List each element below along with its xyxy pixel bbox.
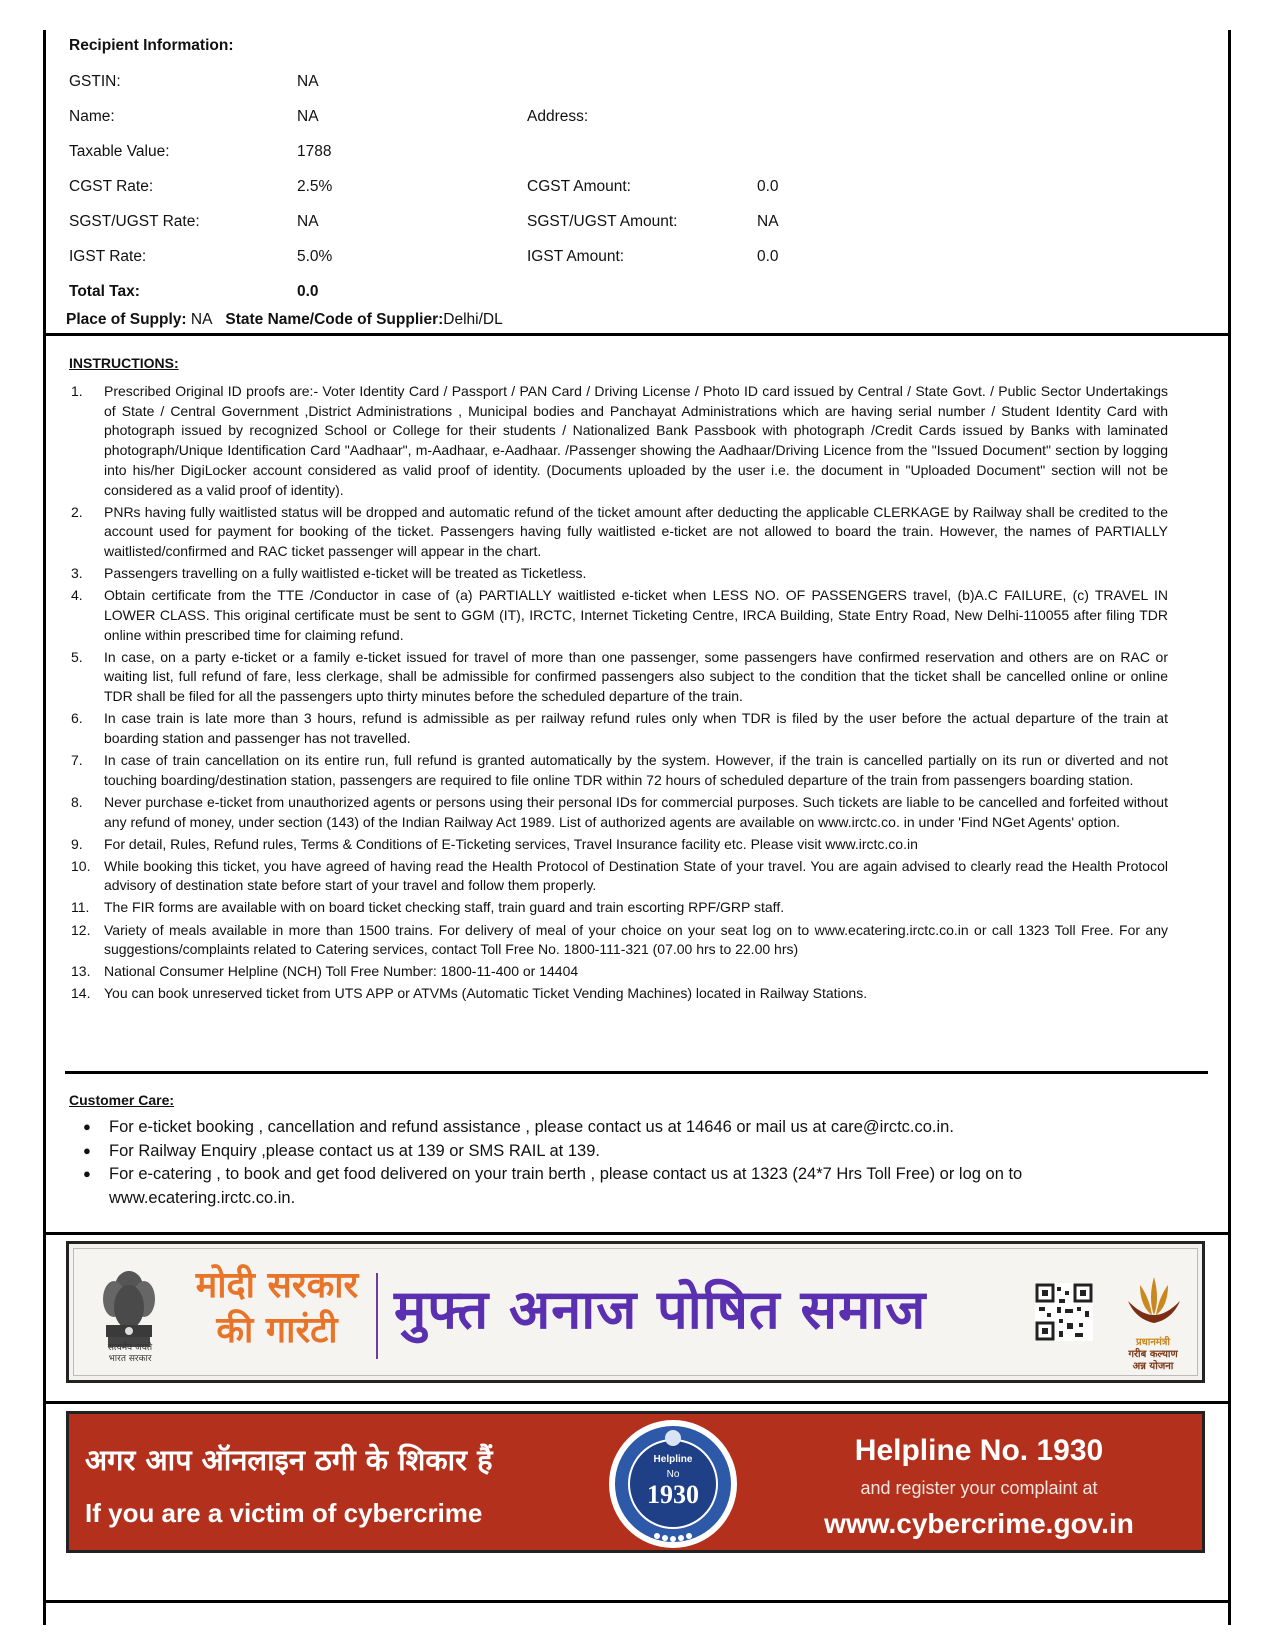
scheme-line2: गरीब कल्याण xyxy=(1128,1349,1178,1360)
recipient-title: Recipient Information: xyxy=(69,37,234,54)
cybercrime-english-text: If you are a victim of cybercrime xyxy=(85,1498,483,1528)
instruction-text: While booking this ticket, you have agreed of having read the Health Protocol of Destination State of your travel. You are again advised to clearly read the Health Protocol advisory of destination state before start of your travel and follow them properly. xyxy=(104,857,1168,894)
tagline-line1: मोदी सरकार xyxy=(195,1265,359,1306)
customer-care-item: ● For e-ticket booking , cancellation and refund assistance , please contact us at 14646 or mail us at care@irctc.co.in. xyxy=(82,1116,1142,1140)
instruction-item xyxy=(68,709,1168,748)
instruction-item xyxy=(68,898,1168,918)
igst-rate-label: IGST Rate: xyxy=(69,248,147,265)
instruction-text: For detail, Rules, Refund rules, Terms & Conditions of E-Ticketing services, Travel Insurance facility etc. Please visit www.irctc.co.in xyxy=(104,835,918,852)
emblem-caption-line1: सत्यमेव जयते xyxy=(107,1343,153,1353)
instructions-list xyxy=(68,382,1168,1007)
igst-row xyxy=(69,248,829,270)
instruction-item xyxy=(68,751,1168,790)
taxable-row xyxy=(69,143,829,165)
divider-after-recipient xyxy=(46,333,1230,336)
instruction-number: 6. xyxy=(71,710,83,727)
instruction-number: 10. xyxy=(71,857,91,874)
cgst-rate-value: 2.5% xyxy=(297,178,333,195)
instruction-number: 9. xyxy=(71,835,83,852)
instruction-text: Obtain certificate from the TTE /Conductor in case of (a) PARTIALLY waitlisted e-ticket when LESS NO. OF PASSENGERS travel, (b)A.C FAILURE, (c) TRAVEL IN LOWER CLASS. This original certificate must be sent to GGM (IT), IRCTC, Internet Ticketing Centre, IRCA Building, State Entry Road, New Delhi-110055 after filing TDR online within prescribed time for claiming refund. xyxy=(104,587,1168,643)
cgst-amount-value: 0.0 xyxy=(757,178,779,195)
instruction-text: Passengers travelling on a fully waitlisted e-ticket will be treated as Ticketless. xyxy=(104,565,587,582)
instruction-item xyxy=(68,921,1168,960)
total-tax-label: Total Tax: xyxy=(69,283,140,300)
sgst-amount-label: SGST/UGST Amount: xyxy=(527,213,678,230)
instruction-number: 7. xyxy=(71,752,83,768)
seal-helpline-text: Helpline xyxy=(653,1454,693,1465)
cybercrime-website-link[interactable]: www.cybercrime.gov.in xyxy=(824,1508,1134,1539)
customer-care-item: ● For Railway Enquiry ,please contact us at 139 or SMS RAIL at 139. xyxy=(82,1140,1142,1164)
instruction-number: 8. xyxy=(71,793,83,810)
instruction-item xyxy=(68,857,1168,896)
cgst-row xyxy=(69,178,829,200)
gstin-label: GSTIN: xyxy=(69,73,121,90)
cybercrime-banner xyxy=(66,1411,1205,1553)
place-of-supply-value: NA xyxy=(190,311,213,328)
customer-care-title: Customer Care: xyxy=(69,1092,175,1108)
divider-after-customer-care xyxy=(46,1232,1230,1235)
customer-care-item: ● For e-catering , to book and get food delivered on your train berth , please contact us at 1323 (24*7 Hrs Toll Free) or log on to www.ecatering.irctc.co.in. xyxy=(82,1163,1142,1210)
total-tax-row xyxy=(69,283,829,305)
address-label: Address: xyxy=(527,108,589,125)
instruction-number: 4. xyxy=(71,587,83,604)
pmgkay-caption xyxy=(1107,1337,1199,1373)
name-value: NA xyxy=(297,108,319,125)
food-scheme-banner-inner xyxy=(73,1248,1198,1376)
cgst-amount-label: CGST Amount: xyxy=(527,178,631,195)
instruction-number: 11. xyxy=(71,899,90,916)
emblem-caption xyxy=(88,1343,172,1365)
igst-rate-value: 5.0% xyxy=(297,248,333,265)
instructions-title: INSTRUCTIONS: xyxy=(69,355,179,371)
divider-between-banners xyxy=(46,1401,1230,1404)
frame-right-border xyxy=(1228,30,1231,1625)
gstin-value: NA xyxy=(297,73,319,90)
instruction-item xyxy=(68,648,1168,707)
instruction-number: 12. xyxy=(71,921,91,938)
instruction-number: 5. xyxy=(71,648,83,665)
sgst-row xyxy=(69,213,829,235)
instruction-text: Variety of meals available in more than 1500 trains. For delivery of meal of your choice on your seat log on to www.ecatering.irctc.co.in or call 1323 Toll Free. For any suggestions/complaints related to Catering services, contact Toll Free No. 1800-111-321 (07.00 hrs to 22.00 hrs) xyxy=(104,921,1168,958)
state-code-label: State Name/Code of Supplier: xyxy=(225,311,444,328)
customer-care-list xyxy=(82,1116,1142,1210)
sgst-rate-value: NA xyxy=(297,213,319,230)
helpline-number-title: Helpline No. 1930 xyxy=(854,1434,1104,1467)
emblem-caption-line2: भारत सरकार xyxy=(108,1354,152,1364)
scheme-line3: अन्न योजना xyxy=(1132,1361,1174,1372)
place-of-supply-line xyxy=(66,311,503,329)
tagline-line2: की गारंटी xyxy=(216,1310,338,1351)
instruction-item xyxy=(68,984,1168,1004)
banner-divider xyxy=(376,1273,378,1359)
instruction-text: You can book unreserved ticket from UTS APP or ATVMs (Automatic Ticket Vending Machines) located in Railway Stations. xyxy=(104,985,868,1002)
instruction-text: The FIR forms are available with on board ticket checking staff, train guard and train escorting RPF/GRP staff. xyxy=(104,899,785,916)
name-label: Name: xyxy=(69,108,115,125)
instruction-text: In case train is late more than 3 hours, refund is admissible as per railway refund rules only when TDR is filed by the user before the actual departure of the train at boarding station and passenger has not travelled. xyxy=(104,710,1168,746)
instruction-item xyxy=(68,382,1168,500)
instruction-item xyxy=(68,835,1168,855)
qr-code-icon xyxy=(1035,1283,1093,1341)
cgst-rate-label: CGST Rate: xyxy=(69,178,154,195)
register-complaint-text: and register your complaint at xyxy=(860,1478,1098,1498)
seal-number-text: 1930 xyxy=(647,1480,699,1509)
instruction-item xyxy=(68,564,1168,584)
instruction-text: Prescribed Original ID proofs are:- Voter Identity Card / Passport / PAN Card / Driving License / Photo ID card issued by Central / State Govt. / Public Sector Undertakings of State / Central Government ,District Administrations , Municipal bodies and Panchayat Administrations which are having serial number / Student Identity Card with photograph issued by recognized School or College for their students / Nationalized Bank Passbook with photograph /Credit Cards issued by Banks with laminated photograph/Unique Identification Card "Aadhaar", m-Aadhaar, e-Aadhaar. /Passenger showing the Aadhaar/Driving Licence from the "Issued Document" section by logging into his/her DigiLocker account considered as valid proof of identity. (Documents uploaded by the user i.e. the document in "Uploaded Document" section will not be considered as a valid proof of identity). xyxy=(104,383,1168,498)
instruction-item xyxy=(68,503,1168,562)
cybercrime-hindi-text: अगर आप ऑनलाइन ठगी के शिकार हैं xyxy=(85,1443,493,1477)
instruction-item xyxy=(68,962,1168,982)
instruction-text: National Consumer Helpline (NCH) Toll Free Number: 1800-11-400 or 14404 xyxy=(104,963,579,980)
instruction-item xyxy=(68,793,1168,832)
igst-amount-label: IGST Amount: xyxy=(527,248,625,265)
place-of-supply-label: Place of Supply: xyxy=(66,311,187,328)
instruction-text: In case, on a party e-ticket or a family e-ticket issued for travel of more than one passenger, some passengers have confirmed reservation and others are on RAC or waiting list, full refund of fare, less clerkage, shall be admissible for confirmed passengers also subject to the condition that the ticket shall be cancelled online or online TDR shall be filed for all the passengers upto thirty minutes before the scheduled departure of the train. xyxy=(104,648,1168,705)
instruction-text: Never purchase e-ticket from unauthorized agents or persons using their personal IDs for commercial purposes. Such tickets are liable to be cancelled and forfeited without any refund of money, under section (143) of the Indian Railway Act 1989. List of authorized agents are available on www.irctc.co. in under 'Find NGet Agents' option. xyxy=(104,793,1168,830)
taxable-value-label: Taxable Value: xyxy=(69,143,170,160)
seal-no-text: No xyxy=(666,1469,680,1480)
igst-amount-value: 0.0 xyxy=(757,248,779,265)
sgst-rate-label: SGST/UGST Rate: xyxy=(69,213,200,230)
instruction-number: 13. xyxy=(71,963,91,980)
instruction-text: In case of train cancellation on its entire run, full refund is granted automatically by the system. However, if the train is cancelled partially on its run or diverted and not touching boarding/destination station, passengers are required to file online TDR within 72 hours of scheduled departure of the train from passengers boarding station. xyxy=(104,752,1168,788)
instruction-number: 14. xyxy=(71,985,91,1002)
scheme-line1: प्रधानमंत्री xyxy=(1135,1337,1171,1348)
instruction-number: 1. xyxy=(71,383,83,399)
modi-guarantee-tagline xyxy=(186,1263,368,1353)
gstin-row xyxy=(69,73,829,95)
instruction-number: 2. xyxy=(71,503,83,520)
sgst-amount-value: NA xyxy=(757,213,779,230)
instruction-item xyxy=(68,586,1168,645)
divider-bottom xyxy=(46,1600,1230,1603)
instruction-number: 3. xyxy=(71,565,83,582)
free-grain-headline: मुफ्त अनाज पोषित समाज xyxy=(394,1278,927,1341)
name-row xyxy=(69,108,829,130)
divider-after-instructions xyxy=(65,1071,1208,1074)
total-tax-value: 0.0 xyxy=(297,283,319,300)
instruction-text: PNRs having fully waitlisted status will be dropped and automatic refund of the ticket amount after deducting the applicable CLERKAGE by Railway shall be credited to the account used for payment for booking of the ticket. Passengers having fully waitlisted e-ticket are not allowed to board the train. However, the names of PARTIALLY waitlisted/confirmed and RAC ticket passenger will appear in the chart. xyxy=(104,503,1168,560)
food-scheme-banner xyxy=(66,1241,1205,1383)
state-code-value: Delhi/DL xyxy=(443,311,503,328)
frame-left-border xyxy=(43,30,46,1625)
taxable-value: 1788 xyxy=(297,143,332,160)
